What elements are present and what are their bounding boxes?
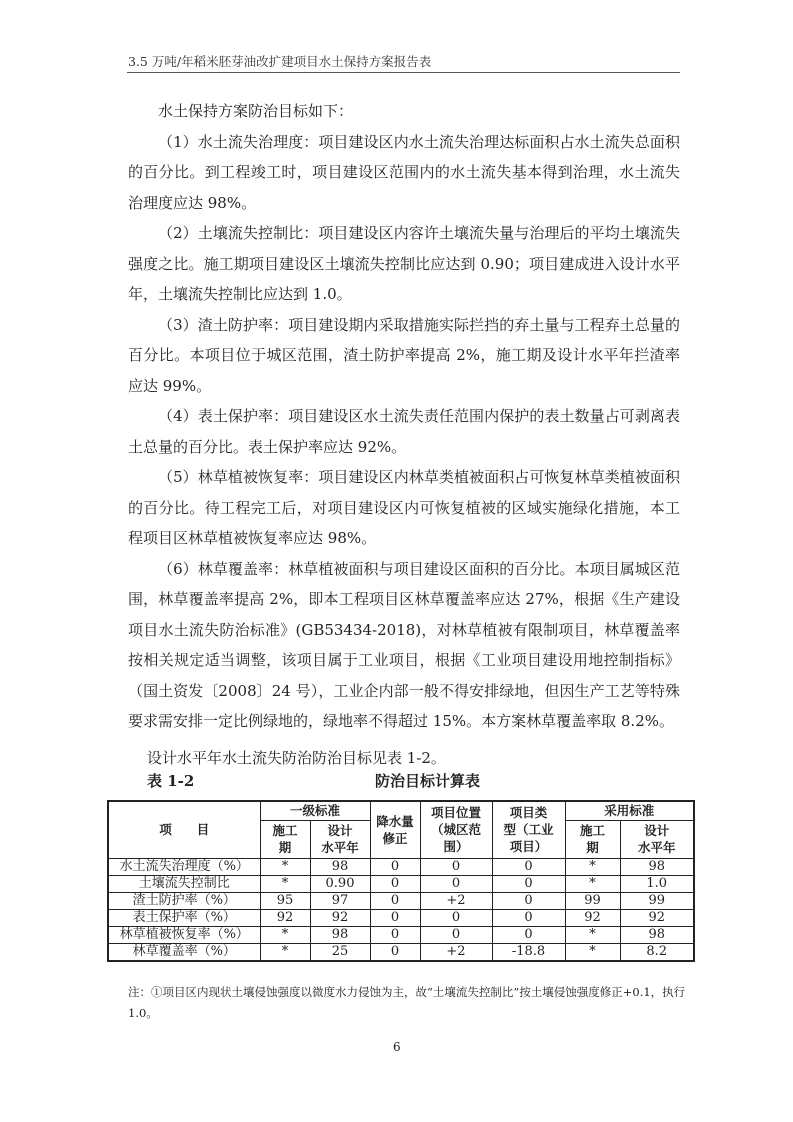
header-adopted: 采用标准 xyxy=(565,801,694,820)
paragraph-item-4: （4）表土保护率：项目建设区水土流失责任范围内保护的表土数量占可剥离表土总量的百分比。表土保护率应达 92%。 xyxy=(128,407,680,456)
body-text xyxy=(128,96,680,737)
table-cell: 0 xyxy=(370,875,420,892)
paragraph-item-1: （1）水土流失治理度：项目建设区内水土流失治理达标面积占水土流失总面积的百分比。到工程竣工时，项目建设区范围内的水土流失基本得到治理，水土流失治理度应达 98%。 xyxy=(128,132,680,212)
page-number: 6 xyxy=(393,1040,401,1054)
table-cell: 95 xyxy=(260,892,310,909)
table-cell: 1.0 xyxy=(620,875,694,892)
header-line: 项目） xyxy=(509,839,548,855)
table-number: 表 1-2 xyxy=(147,772,195,790)
header-location xyxy=(420,801,492,858)
header-line: （城区范 xyxy=(430,822,481,838)
table-cell: 0 xyxy=(492,909,565,926)
table-cell: 92 xyxy=(620,909,694,926)
table-cell: * xyxy=(565,875,620,892)
table-cell: 0 xyxy=(420,909,492,926)
table-cell: 98 xyxy=(310,926,370,943)
table-cell: * xyxy=(565,858,620,875)
table-cell: 0 xyxy=(370,858,420,875)
table-cell: 99 xyxy=(620,892,694,909)
row-label: 土壤流失控制比 xyxy=(108,875,260,892)
header-design-year xyxy=(310,820,370,858)
table-cell: 97 xyxy=(310,892,370,909)
table-cell: 0 xyxy=(492,858,565,875)
table-cell: -18.8 xyxy=(492,943,565,961)
table-cell: 0 xyxy=(492,892,565,909)
header-line: 项目位置 xyxy=(430,805,481,821)
table-row xyxy=(108,909,694,926)
table-cell: * xyxy=(260,875,310,892)
table-cell: * xyxy=(260,943,310,961)
table-cell: * xyxy=(260,926,310,943)
table-note: 注：①项目区内现状土壤侵蚀强度以微度水力侵蚀为主，故“土壤流失控制比”按土壤侵蚀强度修正+0.1，执行 1.0。 xyxy=(128,985,686,1020)
table-cell: 92 xyxy=(565,909,620,926)
paragraph-item-6: （6）林草覆盖率：林草植被面积与项目建设区面积的百分比。本项目属城区范围，林草覆盖率提高 2%，即本工程项目区林草覆盖率应达 27%，根据《生产建设项目水土流失防治标准》(GB53434-2018)，对林草植被有限制项目，林草覆盖率按相关规定适当调整，该项目属于工业项目，根据《工业项目建设用地控制指标》（国土资发〔2008〕24 号），工业企内部一般不得安排绿地，但因生产工艺等特殊要求需安排一定比例绿地的，绿地率不得超过 15%。本方案林草覆盖率取 8.2%。 xyxy=(128,559,680,730)
table-cell: 0 xyxy=(420,875,492,892)
row-label: 林草覆盖率（%） xyxy=(108,943,260,961)
table-cell: 0 xyxy=(370,926,420,943)
header-line: 施工 xyxy=(272,823,298,838)
paragraph-item-3: （3）渣土防护率：项目建设期内采取措施实际拦挡的弃土量与工程弃土总量的百分比。本项目位于城区范围，渣土防护率提高 2%，施工期及设计水平年拦渣率应达 99%。 xyxy=(128,315,680,395)
header-line: 水平年 xyxy=(321,840,359,855)
row-label: 表土保护率（%） xyxy=(108,909,260,926)
header-design-year-adopted xyxy=(620,820,694,858)
table-cell: 8.2 xyxy=(620,943,694,961)
table-row xyxy=(108,858,694,875)
table-cell: 92 xyxy=(260,909,310,926)
table-cell: * xyxy=(565,943,620,961)
header-line: 期 xyxy=(586,840,599,855)
header-line: 型（工业 xyxy=(503,822,554,838)
header-line: 项目类 xyxy=(509,805,548,821)
row-label: 水土流失治理度（%） xyxy=(108,858,260,875)
header-type xyxy=(492,801,565,858)
header-item: 项 目 xyxy=(108,801,260,858)
header-line: 修正 xyxy=(382,830,408,846)
table-cell: 0 xyxy=(492,875,565,892)
table-cell: 98 xyxy=(310,858,370,875)
header-construction-adopted xyxy=(565,820,620,858)
table-cell: 0 xyxy=(492,926,565,943)
header-line: 围） xyxy=(443,839,469,855)
table-cell: 0 xyxy=(370,943,420,961)
header-line: 设计 xyxy=(644,823,670,838)
running-header: 3.5 万吨/年稻米胚芽油改扩建项目水土保持方案报告表 xyxy=(128,54,432,69)
row-label: 渣土防护率（%） xyxy=(108,892,260,909)
paragraph-intro: 水土保持方案防治目标如下： xyxy=(158,102,354,120)
table-cell: 25 xyxy=(310,943,370,961)
targets-table xyxy=(107,800,695,962)
header-precip xyxy=(370,801,420,858)
table-cell: 0 xyxy=(370,909,420,926)
header-construction xyxy=(260,820,310,858)
header-line: 期 xyxy=(278,840,292,855)
header-line: 设计 xyxy=(327,823,353,838)
table-row xyxy=(108,943,694,961)
table-title: 防治目标计算表 xyxy=(375,772,481,790)
table-cell: * xyxy=(260,858,310,875)
header-line: 水平年 xyxy=(637,840,676,855)
table-cell: 0 xyxy=(420,858,492,875)
row-label: 林草植被恢复率（%） xyxy=(108,926,260,943)
paragraph-item-5: （5）林草植被恢复率：项目建设区内林草类植被面积占可恢复林草类植被面积的百分比。待工程完工后，对项目建设区内可恢复植被的区域实施绿化措施，本工程项目区林草植被恢复率应达 98%。 xyxy=(128,468,680,547)
table-cell: +2 xyxy=(420,943,492,961)
table-cell: 98 xyxy=(620,858,694,875)
header-rule xyxy=(127,72,680,73)
table-cell: +2 xyxy=(420,892,492,909)
table-cell: 92 xyxy=(310,909,370,926)
table-cell: * xyxy=(565,926,620,943)
table-cell: 0 xyxy=(420,926,492,943)
table-row xyxy=(108,892,694,909)
header-line: 降水量 xyxy=(376,813,414,829)
header-level1: 一级标准 xyxy=(260,801,370,820)
header-line: 施工 xyxy=(579,823,605,838)
table-row xyxy=(108,926,694,943)
table-cell: 0.90 xyxy=(310,875,370,892)
table-caption: 设计水平年水土流失防治防治目标见表 1-2。 xyxy=(147,749,446,767)
table-cell: 0 xyxy=(370,892,420,909)
table-cell: 98 xyxy=(620,926,694,943)
paragraph-item-2: （2）土壤流失控制比：项目建设区内容许土壤流失量与治理后的平均土壤流失强度之比。施工期项目建设区土壤流失控制比应达到 0.90；项目建成进入设计水平年，土壤流失控制比应达到 1.0。 xyxy=(128,224,680,303)
table-cell: 99 xyxy=(565,892,620,909)
table-row xyxy=(108,875,694,892)
